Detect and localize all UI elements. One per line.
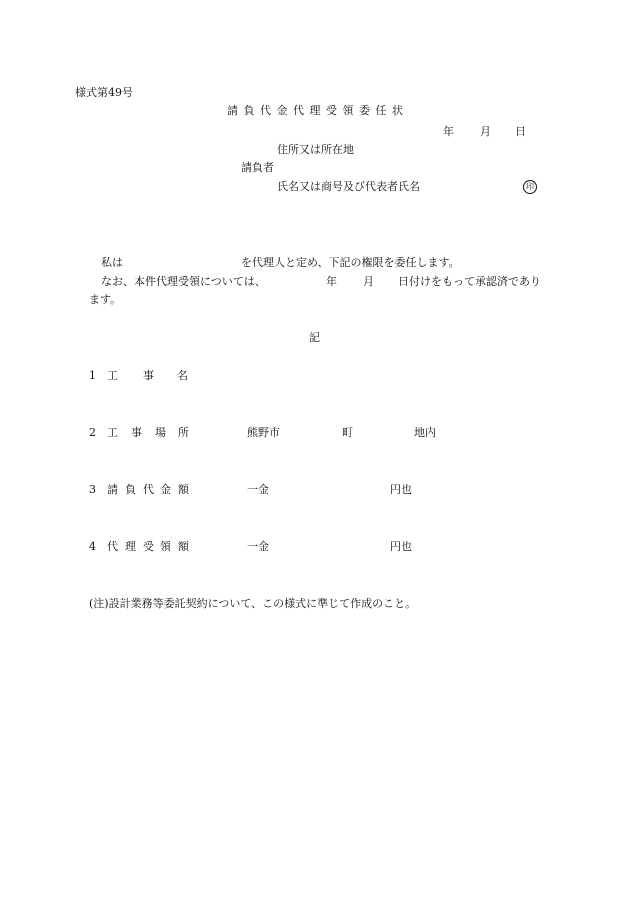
item-label-char: 負	[125, 483, 136, 496]
form-number: 様式第49号	[75, 86, 133, 99]
item-label-char: 所	[178, 426, 189, 439]
footnote: (注)設計業務等委託契約について、この様式に準じて作成のこと。	[89, 597, 417, 610]
date-day: 日	[515, 125, 526, 138]
item-label-char: 事	[143, 369, 154, 382]
body-line2-year: 年	[326, 275, 337, 288]
item-label-char: 請	[107, 483, 118, 496]
name-label: 氏名又は商号及び代表者氏名	[277, 180, 420, 193]
date-year: 年	[443, 125, 454, 138]
body-line2-month: 月	[363, 275, 374, 288]
body-line3: ます。	[89, 293, 122, 306]
item-number: 1	[89, 369, 96, 382]
district-label: 地内	[414, 426, 436, 439]
date-month: 月	[480, 125, 491, 138]
item-label-char: 工	[107, 369, 118, 382]
item-label-char: 金	[160, 483, 171, 496]
item-label-char: 代	[143, 483, 154, 496]
item-label-char: 事	[131, 426, 142, 439]
item-label-char: 名	[177, 369, 188, 382]
item-label-char: 額	[178, 540, 189, 553]
ki-heading: 記	[309, 331, 320, 344]
address-label: 住所又は所在地	[277, 143, 354, 156]
contractor-label: 請負者	[241, 161, 274, 174]
item-number: 3	[89, 483, 96, 496]
item-label-char: 代	[107, 540, 118, 553]
item-number: 2	[89, 426, 96, 439]
item-label-char: 受	[143, 540, 154, 553]
item-label-char: 領	[160, 540, 171, 553]
amount-suffix: 円也	[390, 483, 412, 496]
body-line1-suffix: を代理人と定め、下記の権限を委任します。	[241, 256, 460, 269]
amount-suffix: 円也	[390, 540, 412, 553]
body-line2-text: なお、本件代理受領については、	[101, 275, 266, 288]
body-line1-prefix: 私は	[101, 256, 123, 269]
item-number: 4	[89, 540, 96, 553]
item-label-char: 額	[178, 483, 189, 496]
amount-prefix: 一金	[247, 540, 269, 553]
town-label: 町	[342, 426, 353, 439]
item-label-char: 場	[155, 426, 166, 439]
item-label-char: 工	[107, 426, 118, 439]
document-title: 請 負 代 金 代 理 受 領 委 任 状	[227, 104, 404, 117]
item-label-char: 理	[125, 540, 136, 553]
seal-mark: 印	[523, 180, 537, 194]
city-name: 熊野市	[247, 426, 280, 439]
body-line2-suffix: 日付けをもって承認済であり	[398, 275, 541, 288]
amount-prefix: 一金	[247, 483, 269, 496]
